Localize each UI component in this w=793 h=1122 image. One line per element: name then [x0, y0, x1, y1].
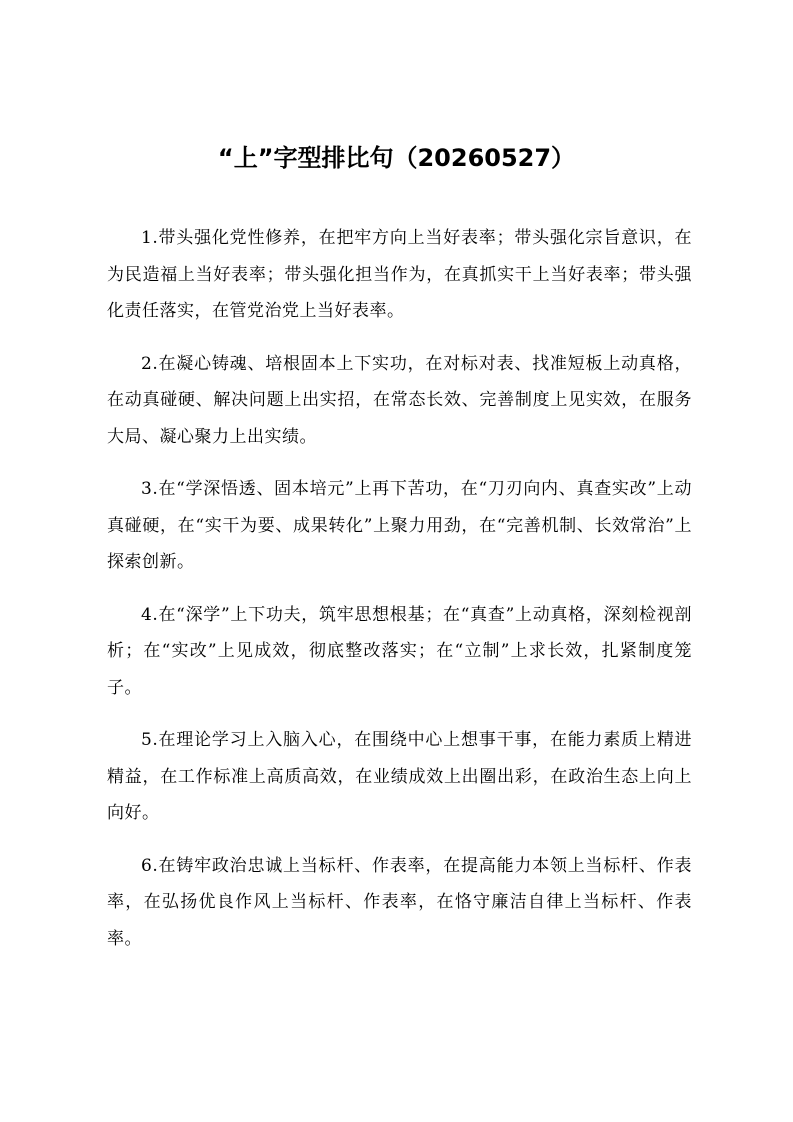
- paragraph-5: 5.在理论学习上入脑入心，在围绕中心上想事干事，在能力素质上精进精益，在工作标准上高质高效，在业绩成效上出圈出彩，在政治生态上向上向好。: [107, 730, 692, 823]
- document-body: [107, 220, 692, 973]
- document-title: “上”字型排比句（20260527）: [217, 144, 576, 172]
- paragraph-1: 1.带头强化党性修养，在把牢方向上当好表率；带头强化宗旨意识，在为民造福上当好表率；带头强化担当作为，在真抓实干上当好表率；带头强化责任落实，在管党治党上当好表率。: [107, 228, 692, 321]
- paragraph-6: 6.在铸牢政治忠诚上当标杆、作表率，在提高能力本领上当标杆、作表率，在弘扬优良作风上当标杆、作表率，在恪守廉洁自律上当标杆、作表率。: [107, 855, 692, 949]
- paragraph-4: 4.在“深学”上下功夫，筑牢思想根基；在“真查”上动真格，深刻检视剖析；在“实改”上见成效，彻底整改落实；在“立制”上求长效，扎紧制度笼子。: [107, 604, 692, 698]
- paragraph-3: 3.在“学深悟透、固本培元”上再下苦功，在“刀刃向内、真查实改”上动真碰硬，在“实干为要、成果转化”上聚力用劲，在“完善机制、长效常治”上探索创新。: [107, 479, 692, 572]
- paragraph-2: 2.在凝心铸魂、培根固本上下实功，在对标对表、找准短板上动真格，在动真碰硬、解决问题上出实招，在常态长效、完善制度上见实效，在服务大局、凝心聚力上出实绩。: [107, 353, 692, 447]
